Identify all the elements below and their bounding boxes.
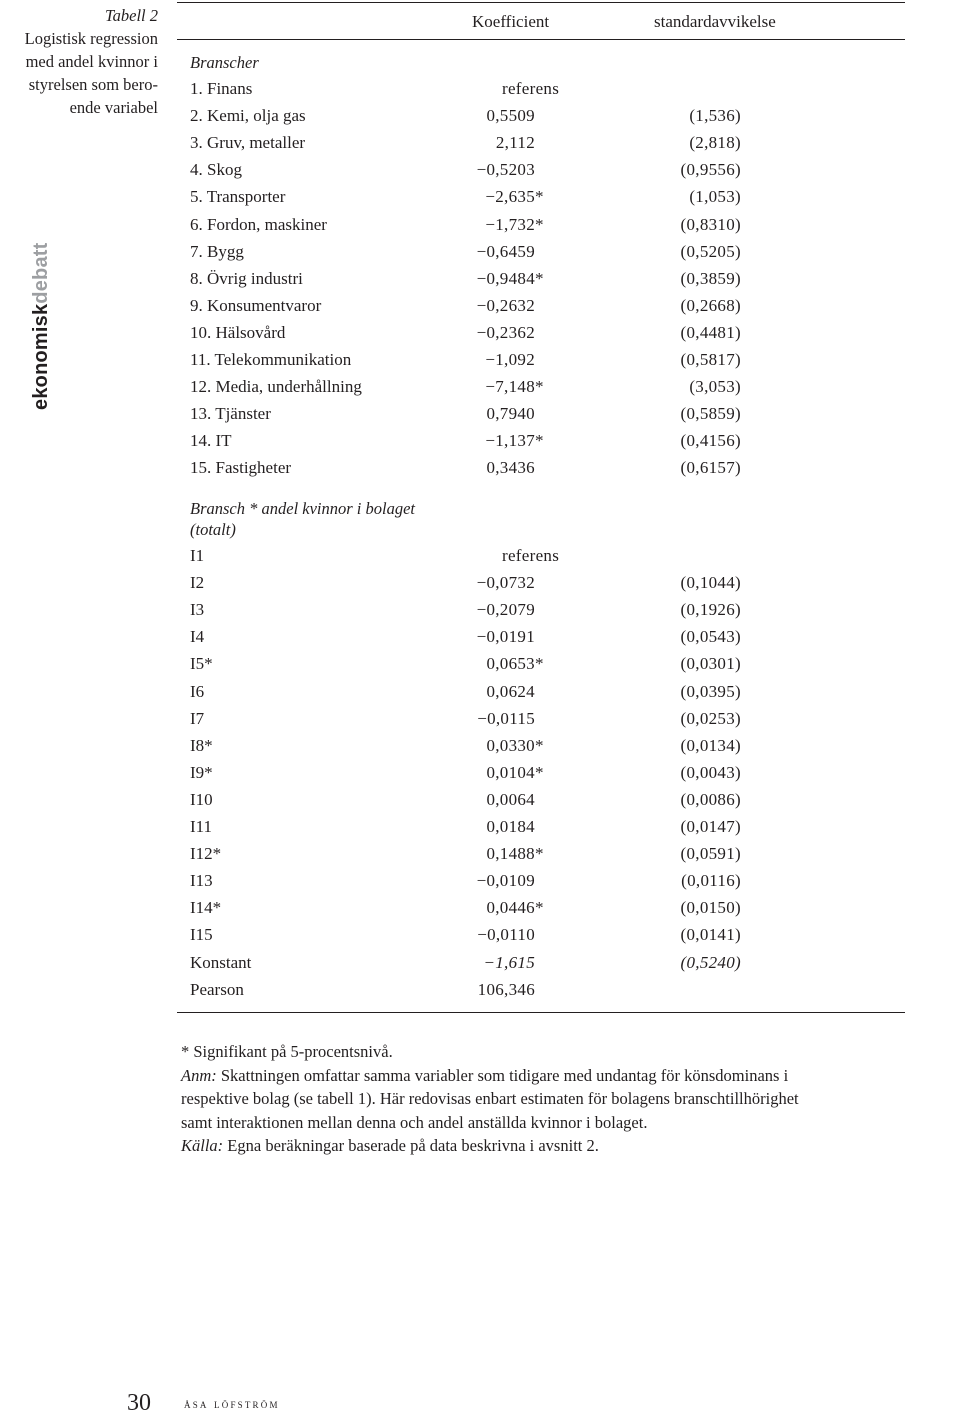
significance-star: *: [535, 735, 544, 755]
table-caption: [0, 4, 158, 119]
note-source-text: Egna beräkningar baserade på data beskrivna i avsnitt 2.: [223, 1136, 599, 1155]
row-label: 12. Media, underhållning: [190, 377, 362, 397]
std-dev-cell: (0,9556): [680, 160, 741, 180]
coefficient-cell: [502, 542, 559, 569]
caption-line: styrelsen som bero-: [28, 75, 158, 94]
row-label: I1: [190, 546, 205, 565]
std-dev-cell: (0,0543): [680, 627, 741, 647]
std-dev-cell: (0,1044): [680, 573, 741, 593]
row-label: I9*: [190, 762, 213, 782]
caption-title: Tabell 2: [104, 6, 158, 25]
coefficient-cell: [486, 400, 549, 427]
coefficient-value: 0,0446: [486, 898, 535, 918]
table-row: [177, 678, 905, 705]
table-row: [177, 183, 905, 210]
coefficient-cell: [486, 454, 549, 481]
table-row: [177, 650, 905, 677]
table-row: [177, 867, 905, 894]
coefficient-cell: [486, 894, 549, 921]
significance-star: *: [535, 377, 544, 397]
significance-star: *: [535, 844, 544, 864]
row-label: I7: [190, 708, 205, 728]
page-number: 30: [127, 1390, 151, 1416]
std-dev-cell: (0,5817): [680, 350, 741, 369]
coefficient-cell: [477, 319, 549, 346]
significance-star: *: [535, 431, 544, 451]
table-row: [177, 596, 905, 623]
table-row: [177, 732, 905, 759]
std-dev-cell: (1,536): [689, 106, 741, 126]
running-head-author: åsa löfström: [184, 1396, 280, 1411]
column-header-coefficient: Koefficient: [472, 12, 550, 31]
coefficient-cell: [477, 596, 549, 623]
table-notes: [181, 1040, 911, 1158]
coefficient-value: 0,0653: [486, 654, 535, 674]
coefficient-cell: [486, 650, 549, 677]
row-label: 2. Kemi, olja gas: [190, 106, 306, 126]
coefficient-value: referens: [502, 546, 560, 565]
table-row: [177, 976, 905, 1003]
coefficient-value: 0,0064: [486, 789, 535, 809]
coefficient-value: −0,2362: [476, 322, 535, 342]
row-label: I6: [190, 681, 205, 701]
coefficient-cell: [483, 949, 549, 976]
coefficient-cell: [486, 678, 549, 705]
coefficient-cell: [486, 732, 549, 759]
significance-star: *: [535, 187, 544, 207]
std-dev-cell: (0,1926): [680, 600, 741, 620]
coefficient-value: 106,346: [477, 979, 535, 999]
note-anm-text: Skattningen omfattar samma variabler som tidigare med undantag för könsdominans i: [216, 1065, 789, 1085]
coefficient-cell: [477, 921, 549, 948]
note-source-label: Källa:: [181, 1136, 224, 1155]
coefficient-cell: [477, 867, 549, 894]
std-dev-cell: (0,0147): [680, 817, 741, 836]
coefficient-cell: [477, 156, 549, 183]
coefficient-cell: [496, 129, 549, 156]
std-dev-cell: (3,053): [689, 377, 741, 397]
row-label: 13. Tjänster: [190, 404, 271, 424]
coefficient-value: referens: [502, 79, 560, 98]
table-row: [177, 400, 905, 427]
coefficient-value: −0,9484: [476, 268, 535, 288]
std-dev-cell: (0,0301): [680, 654, 741, 674]
std-dev-cell: (0,0591): [680, 844, 741, 864]
row-label: I2: [190, 573, 205, 593]
table-row: [177, 156, 905, 183]
table-bottom-rule: [177, 1012, 905, 1013]
row-label: 6. Fordon, maskiner: [190, 214, 327, 234]
std-dev-cell: (2,818): [689, 133, 741, 153]
table-row: [177, 238, 905, 265]
logo-part-ekonomisk: ekonomisk: [30, 303, 52, 410]
table-row: [177, 346, 905, 373]
significance-star: *: [535, 654, 544, 674]
significance-star: *: [535, 898, 544, 918]
row-label: 7. Bygg: [190, 241, 244, 261]
table-row: [177, 786, 905, 813]
coefficient-cell: [486, 813, 549, 840]
table-row: [177, 427, 905, 454]
row-label: Pearson: [190, 979, 244, 999]
section-title-line: Bransch * andel kvinnor i bolaget: [190, 499, 416, 518]
coefficient-value: 0,0330: [486, 735, 535, 755]
table-row: [177, 840, 905, 867]
table-row: [177, 623, 905, 650]
row-label: 9. Konsumentvaror: [190, 295, 322, 315]
significance-star: *: [535, 268, 544, 288]
coefficient-value: 0,0624: [486, 681, 535, 701]
row-label: 15. Fastigheter: [190, 458, 292, 478]
note-anm-label: Anm:: [181, 1065, 217, 1085]
caption-line: Logistisk regression: [24, 29, 158, 48]
coefficient-value: −0,0191: [476, 627, 535, 647]
coefficient-value: 0,5509: [486, 106, 535, 126]
table-row: [177, 454, 905, 481]
coefficient-cell: [477, 238, 549, 265]
table-header-rule: [177, 39, 905, 40]
table-row: [177, 949, 905, 976]
table-row: [177, 129, 905, 156]
coefficient-cell: [485, 427, 549, 454]
std-dev-cell: (0,0253): [680, 708, 741, 728]
std-dev-cell: (0,3859): [680, 268, 741, 288]
std-dev-cell: (0,0141): [680, 925, 741, 945]
coefficient-cell: [486, 102, 549, 129]
row-label: I14*: [190, 898, 222, 918]
logo-part-debatt: debatt: [30, 242, 52, 304]
std-dev-cell: (0,0043): [680, 762, 741, 782]
coefficient-value: 0,1488: [486, 844, 535, 864]
coefficient-cell: [485, 346, 549, 373]
table-row: [177, 265, 905, 292]
coefficient-cell: [486, 840, 549, 867]
coefficient-value: 2,112: [495, 133, 535, 153]
note-anm-line: respektive bolag (se tabell 1). Här redovisas enbart estimaten för bolagens branschtillhörighet: [181, 1089, 799, 1108]
coefficient-value: −1,615: [483, 952, 535, 972]
coefficient-cell: [485, 211, 549, 238]
table-row: [177, 813, 905, 840]
significance-star: *: [535, 762, 544, 782]
section-title-interaction: [190, 498, 415, 540]
std-dev-cell: (0,5205): [680, 241, 741, 261]
coefficient-value: 0,0184: [486, 817, 535, 836]
std-dev-cell: (1,053): [689, 187, 741, 207]
coefficient-cell: [485, 373, 549, 400]
coefficient-value: −0,6459: [476, 241, 535, 261]
table-row: [177, 705, 905, 732]
table-row: [177, 894, 905, 921]
row-label: I8*: [190, 735, 213, 755]
coefficient-value: 0,7940: [486, 404, 535, 424]
table-row: [177, 211, 905, 238]
caption-line: med andel kvinnor i: [25, 52, 158, 71]
coefficient-value: −0,0115: [477, 708, 535, 728]
std-dev-cell: (0,4156): [680, 431, 741, 451]
coefficient-value: −1,732: [485, 214, 535, 234]
note-significance: * Signifikant på 5-procentsnivå.: [181, 1042, 393, 1061]
table-row: [177, 921, 905, 948]
coefficient-value: −0,5203: [476, 160, 535, 180]
table-row: [177, 292, 905, 319]
journal-sidebar-logo: [30, 243, 53, 411]
row-label: 8. Övrig industri: [190, 268, 303, 288]
coefficient-value: −1,137: [485, 431, 535, 451]
coefficient-cell: [486, 759, 549, 786]
row-label: I13: [190, 871, 213, 891]
std-dev-cell: (0,2668): [680, 295, 741, 315]
coefficient-value: −0,2079: [476, 600, 535, 620]
table-row: [177, 102, 905, 129]
coefficient-cell: [502, 75, 559, 102]
row-label: I5*: [190, 654, 213, 674]
std-dev-cell: (0,0134): [680, 735, 741, 755]
coefficient-cell: [477, 623, 549, 650]
std-dev-cell: (0,8310): [680, 214, 741, 234]
table-row: [177, 542, 905, 569]
row-label: I3: [190, 600, 205, 620]
row-label: 5. Transporter: [190, 187, 286, 207]
column-header-std-dev: standardavvikelse: [654, 12, 776, 31]
coefficient-cell: [485, 183, 549, 210]
row-label: 4. Skog: [190, 160, 242, 180]
coefficient-value: −1,092: [485, 350, 535, 369]
note-source-line: [181, 1134, 911, 1158]
row-label: I15: [190, 925, 213, 945]
std-dev-cell: (0,0116): [681, 871, 741, 891]
std-dev-cell: (0,6157): [680, 458, 741, 478]
section-title-branscher: Branscher: [190, 53, 259, 72]
row-label: I11: [190, 817, 213, 836]
std-dev-cell: (0,5240): [680, 952, 741, 972]
std-dev-cell: (0,5859): [680, 404, 741, 424]
coefficient-value: −2,635: [485, 187, 535, 207]
significance-star: *: [535, 214, 544, 234]
table-top-rule: [177, 2, 905, 3]
row-label: 11. Telekommunikation: [190, 350, 352, 369]
coefficient-value: 0,3436: [486, 458, 535, 478]
coefficient-value: −0,2632: [476, 295, 535, 315]
coefficient-value: −7,148: [485, 377, 535, 397]
coefficient-cell: [477, 569, 549, 596]
row-label: I12*: [190, 844, 222, 864]
coefficient-value: 0,0104: [486, 762, 535, 782]
coefficient-value: −0,0732: [476, 573, 535, 593]
note-anm-line: samt interaktionen mellan denna och andel anställda kvinnor i bolaget.: [181, 1112, 648, 1132]
std-dev-cell: (0,4481): [680, 322, 741, 342]
coefficient-cell: [477, 705, 549, 732]
coefficient-cell: [477, 265, 549, 292]
row-label: 10. Hälsovård: [190, 322, 286, 342]
table-row: [177, 373, 905, 400]
std-dev-cell: (0,0086): [680, 789, 741, 809]
coefficient-cell: [477, 292, 549, 319]
row-label: I4: [190, 627, 205, 647]
coefficient-value: −0,0109: [476, 871, 535, 891]
row-label: 3. Gruv, metaller: [190, 133, 306, 153]
note-anm-line: [181, 1064, 911, 1088]
coefficient-value: −0,0110: [477, 925, 535, 945]
row-label: 14. IT: [190, 431, 232, 451]
std-dev-cell: (0,0395): [680, 681, 741, 701]
section-title-line: (totalt): [190, 520, 236, 539]
caption-line: ende variabel: [69, 98, 158, 117]
std-dev-cell: (0,0150): [680, 898, 741, 918]
coefficient-cell: [486, 786, 549, 813]
coefficient-cell: [478, 976, 549, 1003]
row-label: I10: [190, 789, 213, 809]
table-row: [177, 569, 905, 596]
table-row: [177, 75, 905, 102]
table-row: [177, 319, 905, 346]
table-row: [177, 759, 905, 786]
row-label: Konstant: [190, 952, 252, 972]
row-label: 1. Finans: [190, 79, 253, 98]
